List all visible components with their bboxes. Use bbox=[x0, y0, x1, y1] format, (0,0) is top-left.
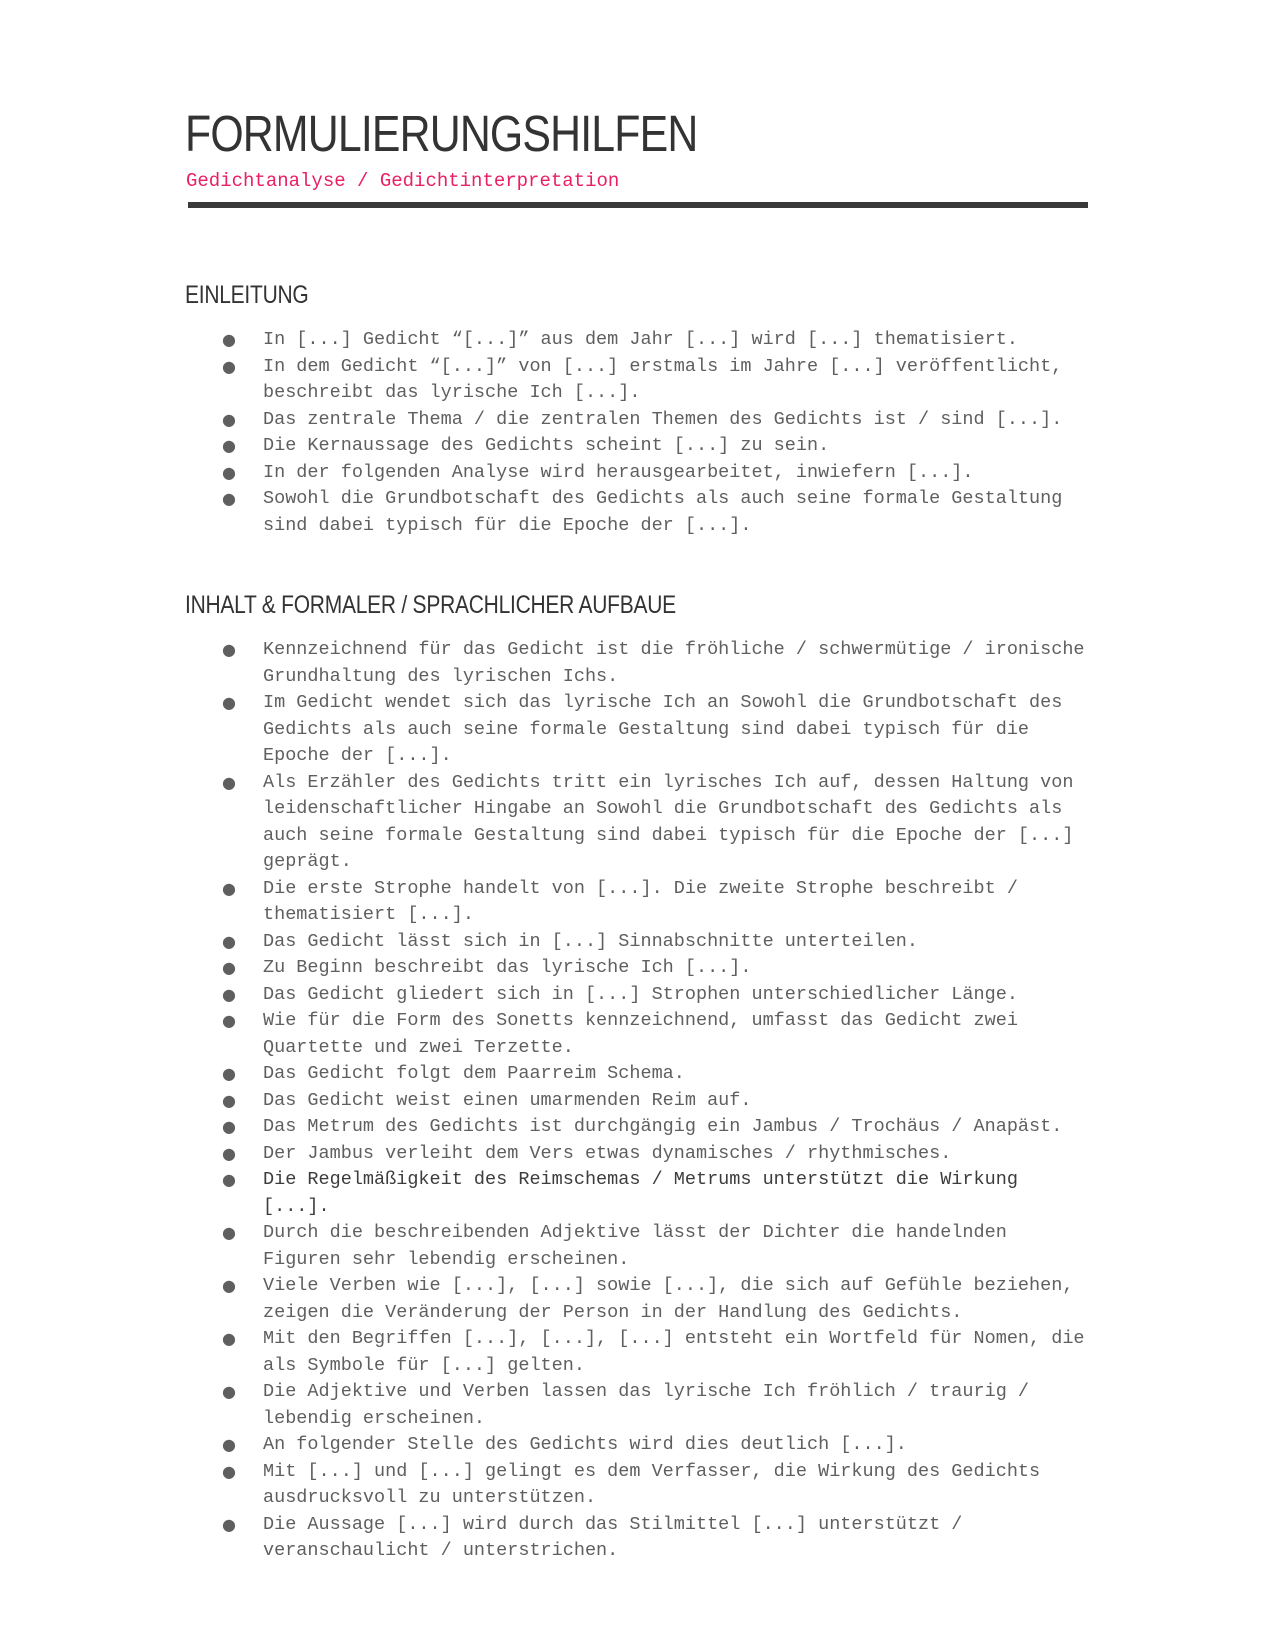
list-item: ● Das Gedicht gliedert sich in [...] Strophen unterschiedlicher Länge. bbox=[0, 982, 1093, 1009]
bullet-icon: ● bbox=[222, 640, 236, 659]
list-item: ● Das Metrum des Gedichts ist durchgängig ein Jambus / Trochäus / Anapäst. bbox=[0, 1114, 1093, 1141]
bullet-icon: ● bbox=[222, 1223, 236, 1242]
bullet-icon: ● bbox=[222, 772, 236, 792]
bullet-icon: ● bbox=[222, 1435, 236, 1454]
bullet-icon: ● bbox=[222, 1117, 236, 1136]
title-divider bbox=[188, 202, 1088, 208]
einleitung-list bbox=[0, 327, 1275, 539]
bullet-icon: ● bbox=[222, 1143, 236, 1163]
list-item: ● In dem Gedicht “[...]” von [...] erstmals im Jahre [...] veröffentlicht, beschreibt das lyrische Ich [...]. bbox=[222, 355, 1063, 403]
bullet-icon: ● bbox=[222, 1461, 236, 1481]
bullet-icon: ● bbox=[222, 330, 236, 349]
bullet-icon: ● bbox=[222, 958, 236, 977]
list-item: ● Das Gedicht weist einen umarmenden Reim auf. bbox=[0, 1088, 1093, 1115]
inhalt-list bbox=[0, 637, 1275, 1565]
list-item: ● Mit [...] und [...] gelingt es dem Verfasser, die Wirkung des Gedichts ausdrucksvoll zu unterstützen. bbox=[222, 1460, 1041, 1508]
list-item: ● Wie für die Form des Sonetts kennzeichnend, umfasst das Gedicht zwei Quartette und zwei Terzette. bbox=[222, 1010, 1018, 1058]
list-item: ● Die erste Strophe handelt von [...]. Die zweite Strophe beschreibt / thematisiert [...]. bbox=[222, 877, 1018, 925]
section-heading-einleitung: EINLEITUNG bbox=[185, 281, 309, 309]
bullet-icon: ● bbox=[222, 356, 236, 376]
bullet-icon: ● bbox=[222, 1090, 236, 1110]
bullet-icon: ● bbox=[222, 1276, 236, 1295]
list-item: ● Der Jambus verleiht dem Vers etwas dynamisches / rhythmisches. bbox=[0, 1141, 1093, 1168]
list-item: ● Mit den Begriffen [...], [...], [...] entsteht ein Wortfeld für Nomen, die als Symbole für [...] gelten. bbox=[222, 1328, 1085, 1376]
bullet-icon: ● bbox=[222, 1329, 236, 1348]
bullet-icon: ● bbox=[222, 489, 236, 508]
bullet-icon: ● bbox=[222, 1064, 236, 1083]
list-item: ● Die Regelmäßigkeit des Reimschemas / Metrums unterstützt die Wirkung [...]. bbox=[222, 1169, 1018, 1217]
document-title: FORMULIERUNGSHILFEN bbox=[185, 105, 698, 162]
list-item: ● Kennzeichnend für das Gedicht ist die fröhliche / schwermütige / ironische Grundhaltung des lyrischen Ichs. bbox=[222, 639, 1085, 687]
document-subtitle: Gedichtanalyse / Gedichtinterpretation bbox=[186, 170, 620, 192]
bullet-icon: ● bbox=[222, 409, 236, 429]
list-item: ● In der folgenden Analyse wird herausgearbeitet, inwiefern [...]. bbox=[0, 460, 1093, 487]
list-item: ● In [...] Gedicht “[...]” aus dem Jahr [...] wird [...] thematisiert. bbox=[0, 327, 1093, 354]
bullet-icon: ● bbox=[222, 462, 236, 482]
list-item: ● Durch die beschreibenden Adjektive lässt der Dichter die handelnden Figuren sehr lebendig erscheinen. bbox=[222, 1222, 1007, 1270]
list-item: ● Das Gedicht lässt sich in [...] Sinnabschnitte unterteilen. bbox=[0, 929, 1093, 956]
bullet-icon: ● bbox=[222, 1170, 236, 1189]
bullet-icon: ● bbox=[222, 436, 236, 455]
bullet-icon: ● bbox=[222, 1514, 236, 1534]
list-item: ● Die Kernaussage des Gedichts scheint [...] zu sein. bbox=[0, 433, 1093, 460]
list-item: ● Das zentrale Thema / die zentralen Themen des Gedichts ist / sind [...]. bbox=[0, 407, 1093, 434]
list-item: ● An folgender Stelle des Gedichts wird dies deutlich [...]. bbox=[0, 1432, 1093, 1459]
list-item: ● Zu Beginn beschreibt das lyrische Ich [...]. bbox=[0, 955, 1093, 982]
list-item: ● Die Aussage [...] wird durch das Stilmittel [...] unterstützt / veranschaulicht / unterstrichen. bbox=[222, 1513, 963, 1561]
list-item: ● Im Gedicht wendet sich das lyrische Ich an Sowohl die Grundbotschaft des Gedichts als auch seine formale Gestaltung sind dabei typisch für die Epoche der [...]. bbox=[222, 692, 1063, 766]
bullet-icon: ● bbox=[222, 984, 236, 1004]
list-item: ● Viele Verben wie [...], [...] sowie [...], die sich auf Gefühle beziehen, zeigen die Veränderung der Person in der Handlung des Gedichts. bbox=[222, 1275, 1074, 1323]
section-heading-inhalt: INHALT & FORMALER / SPRACHLICHER AUFBAUE bbox=[185, 591, 676, 619]
list-item: ● Sowohl die Grundbotschaft des Gedichts als auch seine formale Gestaltung sind dabei typisch für die Epoche der [...]. bbox=[222, 488, 1063, 536]
list-item: ● Als Erzähler des Gedichts tritt ein lyrisches Ich auf, dessen Haltung von leidenschaftlicher Hingabe an Sowohl die Grundbotschaft des Gedichts als auch seine formale Gestaltung sind dabei typisch für die Epoche der [...] geprägt. bbox=[222, 771, 1074, 872]
bullet-icon: ● bbox=[222, 878, 236, 898]
bullet-icon: ● bbox=[222, 693, 236, 712]
bullet-icon: ● bbox=[222, 1382, 236, 1401]
list-item: ● Die Adjektive und Verben lassen das lyrische Ich fröhlich / traurig / lebendig erscheinen. bbox=[222, 1381, 1030, 1429]
bullet-icon: ● bbox=[222, 1011, 236, 1030]
list-item: ● Das Gedicht folgt dem Paarreim Schema. bbox=[0, 1061, 1093, 1088]
bullet-icon: ● bbox=[222, 931, 236, 951]
